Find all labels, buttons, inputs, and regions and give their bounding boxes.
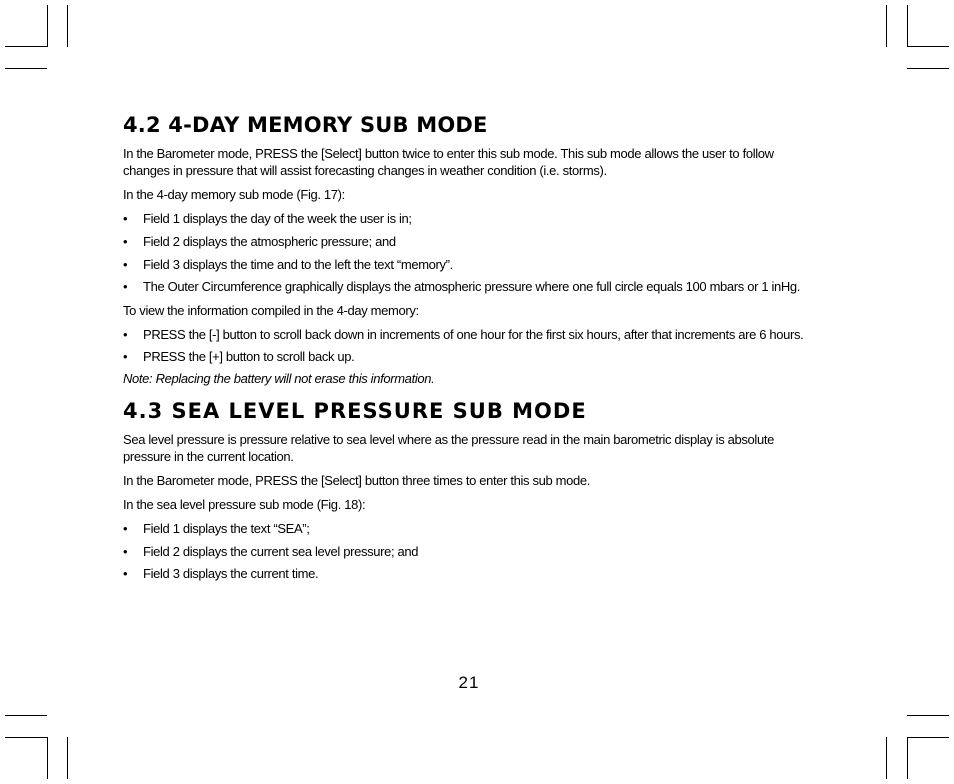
crop-mark [47,737,48,779]
crop-mark [907,737,908,779]
bullet: • [123,279,128,294]
paragraph-view-lead: To view the information compiled in the 4-day memory: [123,303,419,318]
list-item: • Field 3 displays the time and to the left the text “memory”. [123,257,453,272]
crop-mark [907,715,949,716]
bullet: • [123,521,128,536]
bullet-list-fields [123,520,823,582]
list-item: • Field 2 displays the atmospheric pressure; and [123,234,396,249]
list-item: • PRESS the [+] button to scroll back up. [123,349,355,364]
list-item: • The Outer Circumference graphically displays the atmospheric pressure where one full circle equals 100 mbars or 1 inHg. [123,279,801,294]
bullet-list-fields [123,210,823,295]
list-item: • PRESS the [-] button to scroll back down in increments of one hour for the first six hours, after that increments are 6 hours. [123,327,804,342]
crop-mark [886,737,887,779]
page-content [123,110,823,582]
bullet: • [123,327,128,342]
crop-mark [5,737,47,738]
crop-mark [47,5,48,47]
list-item: • Field 1 displays the day of the week the user is in; [123,211,412,226]
crop-mark [886,5,887,47]
crop-mark [907,737,949,738]
crop-mark [907,5,908,47]
bullet: • [123,257,128,272]
crop-mark [67,737,68,779]
crop-mark [5,68,47,69]
section-heading-4-3: 4.3 SEA LEVEL PRESSURE SUB MODE [123,399,587,423]
crop-mark [67,5,68,47]
crop-mark [5,46,47,47]
note: Note: Replacing the battery will not erase this information. [123,371,435,386]
crop-mark [907,68,949,69]
bullet: • [123,234,128,249]
list-item: • Field 2 displays the current sea level pressure; and [123,544,419,559]
bullet: • [123,211,128,226]
paragraph-enter: In the Barometer mode, PRESS the [Select] button three times to enter this sub mode. [123,473,591,488]
list-item: • Field 3 displays the current time. [123,566,319,581]
crop-mark [907,46,949,47]
paragraph-intro: Sea level pressure is pressure relative to sea level where as the pressure read in the main barometric display is absolute pressure in the current location. [123,432,774,464]
bullet: • [123,349,128,364]
bullet: • [123,566,128,581]
section-heading-4-2: 4.2 4-DAY MEMORY SUB MODE [123,113,488,137]
paragraph-lead-in: In the 4-day memory sub mode (Fig. 17): [123,187,345,202]
bullet: • [123,544,128,559]
list-item: • Field 1 displays the text “SEA”; [123,521,310,536]
paragraph-lead-in: In the sea level pressure sub mode (Fig. 18): [123,497,366,512]
crop-mark [5,715,47,716]
bullet-list-view [123,326,823,365]
page-number: 21 [458,673,480,692]
paragraph-intro: In the Barometer mode, PRESS the [Select] button twice to enter this sub mode. This sub mode allows the user to follow changes in pressure that will assist forecasting changes in weather condition (i.e. storms). [123,146,774,178]
